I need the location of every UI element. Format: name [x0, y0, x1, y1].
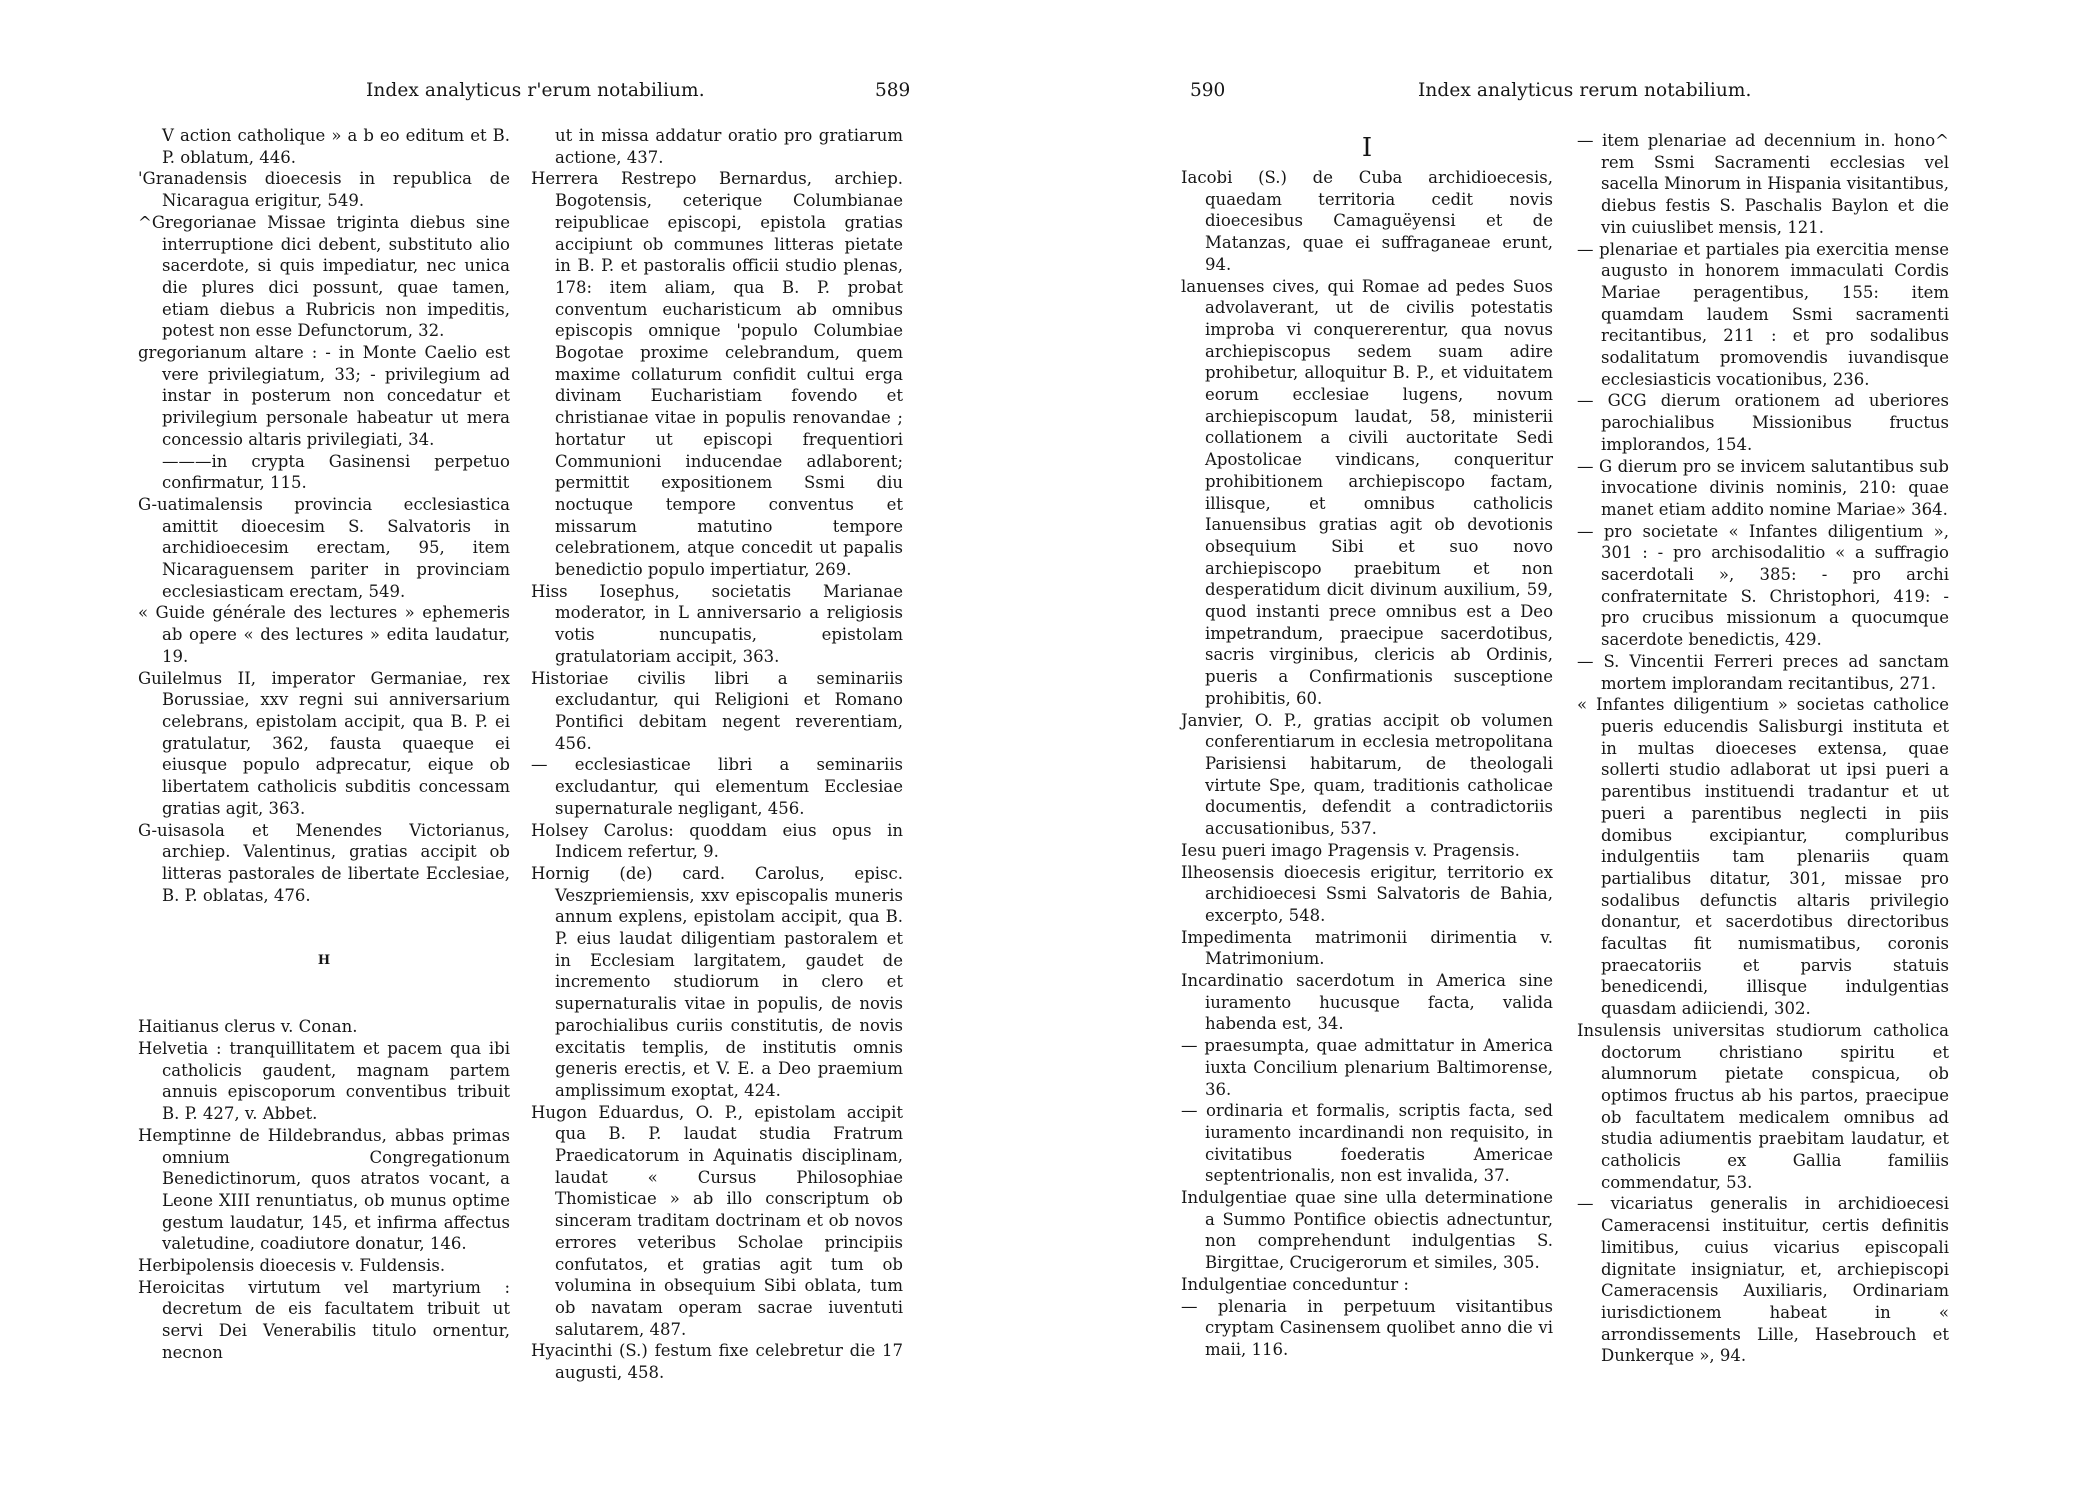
- index-entry: — pro societate « Infantes diligentium », 301 : - pro archisodalitio « a suffragio sacerdotali », 385: - pro archi confraternitate S. Christophori, 419: - pro crucibus missionum a quocumque sacerdote benedictis, 429.: [1577, 521, 1949, 650]
- index-entry: Hiss Iosephus, societatis Marianae moderator, in L anniversario a religiosis votis nuncupatis, epistolam gratulatoriam accipit, 363.: [531, 581, 903, 666]
- index-entry: Herrera Restrepo Bernardus, archiep. Bogotensis, ceterique Columbianae reipublicae episcopi, epistola gratias accipiunt ob communes litteras pietate in B. P. et pastoralis officii studio plenas, 178: item aliam, qua B. P. probat conventum eucharisticum ab omnibus episcopis omnique 'populo Columbiae Bogotae proxime celebrandum, quem maxime collaturum confidit cultui erga divinam Eucharistiam fovendo et christianae vitae in populis renovandae ; hortatur ut episcopi frequentiori Communioni inducendae adlaborent; permittit expositionem Ssmi diu noctuque tempore conventus et missarum matutino tempore celebrationem, atque concedit ut papalis benedictio populo impertiatur, 269.: [531, 169, 903, 580]
- right-page: [1039, 0, 2078, 1500]
- index-entry: V action catholique » a b eo editum et B. P. oblatum, 446.: [162, 126, 510, 167]
- page-number: 590: [1190, 80, 1226, 101]
- index-entry: — praesumpta, quae admittatur in America iuxta Concilium plenarium Baltimorense, 36.: [1181, 1036, 1553, 1099]
- index-entry: Hyacinthi (S.) festum fixe celebretur die 17 augusti, 458.: [531, 1341, 903, 1383]
- index-entry: — item plenariae ad decennium in. hono^ rem Ssmi Sacramenti ecclesias vel sacella Minorum in Hispania visitantibus, diebus festis S. Paschalis Baylon et die vin cuiuslibet mensis, 121.: [1577, 131, 1949, 237]
- index-entry: — GCG dierum orationem ad uberiores parochialibus Missionibus fructus implorandos, 154.: [1577, 391, 1949, 454]
- index-entry: Hemptinne de Hildebrandus, abbas primas omnium Congregationum Benedictinorum, quos atratos vocant, a Leone XIII renuntiatus, ob munus optime gestum laudatur, 145, et infirma affectus valetudine, coadiutore donatur, 146.: [138, 1125, 510, 1254]
- index-column-2: [1577, 130, 1949, 1367]
- index-entry: G-uisasola et Menendes Victorianus, archiep. Valentinus, gratias accipit ob litteras pastorales de libertate Ecclesiae, B. P. oblatas, 476.: [138, 820, 510, 905]
- index-entry: Guilelmus II, imperator Germaniae, rex Borussiae, xxv regni sui anniversarium celebrans, epistolam accipit, qua B. P. ei gratulatur, 362, fausta quaeque ei eiusque populo adprecatur, eique ob libertatem catholicis subditis concessam gratias agit, 363.: [138, 668, 510, 818]
- running-head: Index analyticus rerum notabilium.: [1418, 80, 1752, 101]
- index-entry: Historiae civilis libri a seminariis excludantur, qui Religioni et Romano Pontifici debitam negent reverentiam, 456.: [531, 668, 903, 753]
- index-entry: Impedimenta matrimonii dirimentia v. Matrimonium.: [1181, 927, 1553, 969]
- index-entry: ^Gregorianae Missae triginta diebus sine interruptione dici debent, substituto alio sacerdote, si quis impediatur, nec unica die plures dici possunt, quae tamen, etiam diebus a Rubricis non impeditis, potest non esse Defunctorum, 32.: [138, 212, 510, 341]
- index-entry: lanuenses cives, qui Romae ad pedes Suos advolaverant, ut de civilis potestatis improba vi conquererentur, qua novus archiepiscopus sedem suam adire prohibetur, alloquitur B. P., et viduitatem eorum ecclesiae lugens, novum archiepiscopum laudat, 58, ministerii collationem a civili auctoritate Sedi Apostolicae vindicans, conqueritur prohibitionem archiepiscopo factam, illisque, et omnibus catholicis Ianuensibus gratias agit ob devotionis obsequium Sibi et suo novo archiepiscopo praebitum et non desperatidum dicit divinum auxilium, 59, quod instanti prece omnibus est a Deo impetrandum, praecipue sacerdotibus, sacris virginibus, clericis ab Ordinis, pueris a Confirmationis susceptione prohibitis, 60.: [1181, 276, 1553, 708]
- index-entry: — ordinaria et formalis, scriptis facta, sed iuramento incardinandi non requisito, in civitatibus foederatis Americae septentrionalis, non est invalida, 37.: [1181, 1101, 1553, 1186]
- index-entry: — ecclesiasticae libri a seminariis excludantur, qui elementum Ecclesiae supernaturale negligant, 456.: [531, 755, 903, 818]
- index-entry: G-uatimalensis provincia ecclesiastica amittit dioecesim S. Salvatoris in archidioecesim erectam, 95, item Nicaraguensem pariter in provinciam ecclesiasticam erectam, 549.: [138, 494, 510, 601]
- index-entry: « Guide générale des lectures » ephemeris ab opere « des lectures » edita laudatur, 19.: [138, 603, 510, 666]
- index-entry: — G dierum pro se invicem salutantibus sub invocatione divinis nominis, 210: quae manet etiam addito nomine Mariae» 364.: [1577, 456, 1949, 519]
- section-letter: H: [317, 953, 331, 969]
- index-entry: Hugon Eduardus, O. P., epistolam accipit qua B. P. laudat studia Fratrum Praedicatorum in Aquinatis disciplinam, laudat « Cursus Philosophiae Thomisticae » ab illo conscriptum ob sinceram traditam doctrinam et ob novos errores veteribus Scholae principiis confutatos, et gratias agit tum ob volumina in obsequium Sibi oblata, tum ob navatam operam sacrae iuventuti salutarem, 487.: [531, 1102, 903, 1339]
- index-entry: Helvetia : tranquillitatem et pacem qua ibi catholicis gaudent, magnam partem annuis episcoporum conventibus tribuit B. P. 427, v. Abbet.: [138, 1039, 510, 1124]
- index-entry: 'Granadensis dioecesis in republica de Nicaragua erigitur, 549.: [138, 169, 510, 211]
- index-entry: Janvier, O. P., gratias accipit ob volumen conferentiarum in ecclesia metropolitana Parisiensi habitarum, de theologali virtute Spe, quam, traditionis catholicae documentis, defendit a contradictoriis accusationibus, 537.: [1181, 710, 1553, 839]
- index-column-2: [531, 125, 903, 1384]
- index-entry: Heroicitas virtutum vel martyrium : decretum de eis facultatem tribuit ut servi Dei Venerabilis titulo ornentur, necnon: [138, 1277, 510, 1362]
- index-entry: Herbipolensis dioecesis v. Fuldensis.: [138, 1256, 446, 1276]
- index-column-1: [138, 125, 510, 1364]
- index-entry: ut in missa addatur oratio pro gratiarum actione, 437.: [555, 126, 903, 167]
- index-entry: Indulgentiae quae sine ulla determinatione a Summo Pontifice obiectis adnectuntur, non comprehendunt indulgentias S. Birgittae, Crucigerorum et similes, 305.: [1181, 1188, 1553, 1273]
- index-entry: Holsey Carolus: quoddam eius opus in Indicem refertur, 9.: [531, 820, 903, 862]
- index-entry: Incardinatio sacerdotum in America sine iuramento hucusque facta, valida habenda est, 34.: [1181, 971, 1553, 1034]
- index-entry: Indulgentiae conceduntur :: [1181, 1274, 1409, 1294]
- index-entry: Iacobi (S.) de Cuba archidioecesis, quaedam territoria cedit novis dioecesibus Camaguëyensi et de Matanzas, quae ei suffraganeae erunt, 94.: [1181, 168, 1553, 274]
- index-entry: Hornig (de) card. Carolus, episc. Veszpriemiensis, xxv episcopalis muneris annum explens, epistolam accipit, qua B. P. eius laudat diligentiam pastoralem et in Ecclesiam largitatem, gaudet de incremento studiorum in clero et supernaturalis vitae in populis, de novis parochialibus curiis constitutis, de novis excitatis templis, de institutis omnis generis erectis, et V. E. a Deo praemium amplissimum exoptat, 424.: [531, 863, 903, 1100]
- section-letter: I: [1361, 133, 1373, 163]
- index-entry: gregorianum altare : - in Monte Caelio est vere privilegiatum, 33; - privilegium ad instar in posterum non concedatur et privilegium personale habeatur ut mera concessio altaris privilegiati, 34.: [138, 343, 510, 449]
- index-entry: ———in crypta Gasinensi perpetuo confirmatur, 115.: [162, 451, 510, 493]
- index-entry: Iesu pueri imago Pragensis v. Pragensis.: [1181, 840, 1520, 860]
- index-entry: — S. Vincentii Ferreri preces ad sanctam mortem implorandam recitantibus, 271.: [1577, 651, 1949, 693]
- index-entry: — plenariae et partiales pia exercitia mense augusto in honorem immaculati Cordis Mariae peragentibus, 155: item quamdam laudem Ssmi sacramenti recitantibus, 211 : et pro sodalibus sodalitatum promovendis iuvandisque ecclesiasticis vocationibus, 236.: [1577, 239, 1949, 389]
- running-head: Index analyticus r'erum notabilium.: [366, 80, 705, 101]
- index-entry: — plenaria in perpetuum visitantibus cryptam Casinensem quolibet anno die vi maii, 116.: [1181, 1296, 1553, 1359]
- index-column-1: [1181, 133, 1553, 1361]
- index-entry: Insulensis universitas studiorum catholica doctorum christiano spiritu et alumnorum pietate conspicua, ob optimos fructus ab his partos, praecipue ob facultatem medicalem omnibus ad studia adiumentis praebitam laudatur, et catholicis ex Gallia familiis commendatur, 53.: [1577, 1020, 1949, 1192]
- index-entry: — vicariatus generalis in archidioecesi Cameracensi instituitur, certis definitis limitibus, cuius vicarius episcopali dignitate insigniatur, et, archiepiscopi Cameracensis Auxiliaris, Ordinariam iurisdictionem habeat in « arrondissements Lille, Hasebrouch et Dunkerque », 94.: [1577, 1194, 1949, 1366]
- page-number: 589: [875, 80, 911, 101]
- index-entry: Ilheosensis dioecesis erigitur, territorio ex archidioecesi Ssmi Salvatoris de Bahia, excerpto, 548.: [1181, 862, 1553, 925]
- index-entry: Haitianus clerus v. Conan.: [138, 1017, 358, 1037]
- index-entry: « Infantes diligentium » societas catholice pueris educendis Salisburgi instituta et in multas dioeceses extensa, quae sollerti studio adlaborat ut ipsi pueri a parentibus instituendi tradantur et ut pueri a parentibus neglecti in piis domibus excipiantur, compluribus indulgentiis tam plenariis quam partialibus ditatur, 301, missae pro sodalibus defunctis altaris privilegio donantur, et sacerdotibus directoribus facultas fit numismatibus, coronis praecatoriis et parvis statuis benedicendi, illisque indulgentias quasdam adiiciendi, 302.: [1577, 695, 1949, 1019]
